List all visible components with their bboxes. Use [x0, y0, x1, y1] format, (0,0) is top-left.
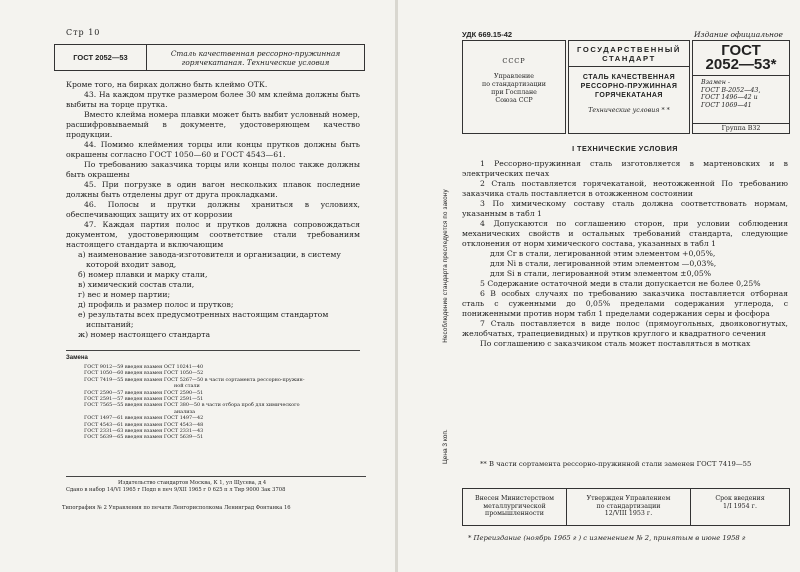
legal-notice-vertical: Несоблюдение стандарта преследуется по закону: [442, 189, 449, 343]
gost-line: 2052—53*: [705, 56, 777, 73]
footer-line: Срок введения: [715, 495, 765, 502]
deviation-line: для Si в стали, легированной этим элементом ±0,05%: [490, 269, 712, 278]
left-page: [0, 0, 395, 572]
replacement-line: ной стали: [174, 383, 200, 390]
paragraph: Кроме того, на бирках должно быть клеймо ОТК.: [66, 80, 268, 89]
country: СССР: [502, 57, 526, 65]
imprint: [66, 476, 366, 494]
left-body-text: [66, 80, 360, 340]
typography-line: Типография № 2 Управления по печати Ленгорисполкома Ленинград Фонтанка 16: [62, 505, 291, 511]
list-item: д) профиль и размер полос и прутков;: [78, 300, 234, 309]
paragraph: По соглашению с заказчиком сталь может поставляться в мотках: [480, 339, 751, 348]
paragraph: 6 В особых случаях по требованию заказчика поставляется отборная сталь с суженными до 0,05% пределами содержания углерода, с пониженными против норм табл 1 пределами содержания серы и фосфора: [462, 289, 788, 318]
publisher-line: Издательство стандартов Москва, К 1, ул Щусева, д 4: [118, 480, 267, 486]
deviation-line: для Ni в стали, легированной этим элементом —0,03%,: [490, 259, 717, 268]
paragraph: 47. Каждая партия полос и прутков должна сопровождаться документом, удостоверяющим соответствие стали требованиям настоящего стандарта и включающим: [66, 220, 360, 249]
footer-line: металлургической: [483, 502, 546, 510]
gost-number-box: [692, 40, 790, 134]
divider: [66, 350, 360, 351]
standard-title: [569, 73, 689, 100]
list-item: в) химический состав стали,: [78, 280, 195, 289]
replacement-notes: [66, 350, 360, 441]
reprint-note: * Переиздание (ноябрь 1965 г ) с изменением № 2, принятым в июне 1958 г: [468, 534, 746, 542]
price-label: Цена 3 коп.: [442, 429, 449, 464]
group-code: Группа В32: [693, 123, 789, 133]
print-data-line: Сдано в набор 14/VI 1965 г Подп в печ 9/XII 1965 г 0 625 п л Тир 9000 Зак 3708: [66, 487, 286, 493]
footer-line: 1/I 1954 г.: [723, 502, 757, 510]
replacement-line: ГОСТ 1497—61 введен взамен ГОСТ 1497—42: [84, 415, 204, 422]
header-gost-number: ГОСТ 2052—53: [55, 45, 147, 70]
list-item: б) номер плавки и марку стали,: [78, 270, 208, 279]
approval-footer: [462, 488, 790, 526]
paragraph: 3 По химическому составу сталь должна соответствовать нормам, указанным в табл 1: [462, 199, 788, 218]
replacement-line: ГОСТ 4543—61 введен взамен ГОСТ 4543—48: [84, 421, 204, 428]
org-line: Управление: [494, 73, 534, 80]
footer-line: Внесен Министерством: [474, 495, 555, 502]
divider: [569, 66, 689, 67]
replacement-title: Замена: [66, 355, 88, 361]
gost-line: ГОСТ: [721, 42, 761, 59]
replacement-line: анализа: [174, 408, 196, 415]
gost-number: [693, 41, 789, 72]
replacement-line: ГОСТ 5639—65 введен взамен ГОСТ 5639—51: [84, 434, 204, 441]
section-title: I ТЕХНИЧЕСКИЕ УСЛОВИЯ: [572, 144, 678, 153]
approved-by: [567, 489, 691, 525]
replaces-line: Взамен -: [701, 79, 731, 86]
paragraph: 4 Допускаются по соглашению сторон, при условии соблюдения механических свойств и остальных требований стандарта, следующие отклонения от норм химического состава, указанных в табл 1: [462, 219, 788, 248]
paragraph: По требованию заказчика торцы или концы полос также должны быть окрашены: [66, 160, 360, 179]
udk-code: УДК 669.15-42: [462, 30, 513, 39]
header-title-line: Сталь качественная рессорно-пружинная: [170, 49, 341, 58]
standard-title-box: [568, 40, 690, 134]
replaces-line: ГОСТ В-2052—43,: [701, 86, 761, 94]
replacement-line: ГОСТ 1050—60 введен взамен ГОСТ 1050—52: [84, 370, 204, 377]
footer-line: Утвержден Управлением: [586, 495, 671, 502]
paragraph: 7 Сталь поставляется в виде полос (прямоугольных, двояковогнутых, желобчатых, трапециевидных) и прутков круглого и квадратного сечения: [462, 319, 788, 338]
list-item: г) вес и номер партии;: [78, 290, 171, 299]
header-title-line: горячекатаная. Технические условия: [181, 58, 330, 67]
effective-date: [691, 489, 789, 525]
running-header: [54, 44, 365, 71]
edition-label: Издание официальное: [694, 30, 783, 39]
label-line: СТАНДАРТ: [602, 54, 656, 63]
paragraph: 43. На каждом прутке размером более 30 мм клейма должны быть выбиты на торце прутка.: [66, 90, 360, 109]
standard-header: [462, 40, 790, 134]
submitted-by: [463, 489, 567, 525]
right-page: [398, 0, 800, 572]
footer-line: 12/VIII 1953 г.: [604, 510, 653, 518]
title-line: СТАЛЬ КАЧЕСТВЕННАЯ: [582, 74, 676, 81]
replacement-line: ГОСТ 7565—55 введен взамен ГОСТ 380—50 в части отбора проб для химического: [84, 402, 300, 409]
divider: [66, 476, 366, 477]
footer-line: промышленности: [485, 510, 544, 518]
issuing-organization: [463, 73, 565, 105]
paragraph: 44. Помимо клеймения торцы или концы прутков должны быть окрашены согласно ГОСТ 1050—60 и ГОСТ 4543—61.: [66, 140, 360, 159]
label-line: ГОСУДАРСТВЕННЫЙ: [577, 45, 681, 54]
replaces-line: ГОСТ 1496—42 и: [701, 94, 758, 101]
replacement-line: ГОСТ 9012—59 введен взамен ОСТ 10241—40: [84, 364, 204, 370]
footnote: ** В части сортамента рессорно-пружинной стали заменен ГОСТ 7419—55: [480, 460, 752, 468]
replacement-line: ГОСТ 2590—57 введен взамен ГОСТ 2590—51: [84, 389, 204, 396]
list-item: ж) номер настоящего стандарта: [78, 330, 211, 339]
deviation-line: для Cr в стали, легированной этим элементом +0,05%,: [490, 249, 716, 258]
paragraph: 1 Рессорно-пружинная сталь изготовляется в мартеновских и в электрических печах: [462, 159, 788, 178]
paragraph: 45. При погрузке в один вагон нескольких плавок последние должны быть отделены друг от друга прокладками.: [66, 180, 360, 199]
header-title: [147, 45, 364, 70]
paragraph: 5 Содержание остаточной меди в стали допускается не более 0,25%: [480, 279, 761, 288]
org-line: Союза ССР: [495, 97, 533, 104]
org-line: при Госплане: [491, 89, 537, 96]
list-item: е) результаты всех предусмотренных настоящим стандартом испытаний;: [78, 310, 329, 329]
page-number: Стр 10: [66, 28, 101, 37]
paragraph: 2 Сталь поставляется горячекатаной, неотожженной По требованию заказчика сталь поставляется в отожженном состоянии: [462, 179, 788, 198]
org-line: по стандартизации: [482, 81, 546, 88]
replacement-line: ГОСТ 2591—57 введен взамен ГОСТ 2591—51: [84, 396, 204, 403]
replacement-line: ГОСТ 7419—55 введен взамен ГОСТ 5267—50 в части сортамента рессорно-пружин-: [84, 376, 305, 383]
right-body-text: [462, 144, 788, 426]
list-item: а) наименование завода-изготовителя и организации, в систему которой входит завод,: [78, 250, 341, 269]
issuer-box: [462, 40, 566, 134]
footer-line: по стандартизации: [596, 502, 661, 510]
replaces-line: ГОСТ 1069—41: [701, 101, 752, 109]
title-line: РЕССОРНО-ПРУЖИННАЯ: [580, 83, 678, 90]
title-line: ГОРЯЧЕКАТАНАЯ: [595, 92, 663, 99]
specification-label: Технические условия * *: [588, 107, 670, 114]
replacement-line: ГОСТ 2331—63 введен взамен ГОСТ 2331—43: [84, 428, 204, 435]
paragraph: 46. Полосы и прутки должны храниться в условиях, обеспечивающих защиту их от коррозии: [66, 200, 360, 219]
replaces-list: [693, 76, 789, 109]
paragraph: Вместо клейма номера плавки может быть выбит условный номер, расшифровываемый в документе, удостоверяющем качество продукции.: [66, 110, 360, 139]
state-standard-label: [569, 41, 689, 63]
